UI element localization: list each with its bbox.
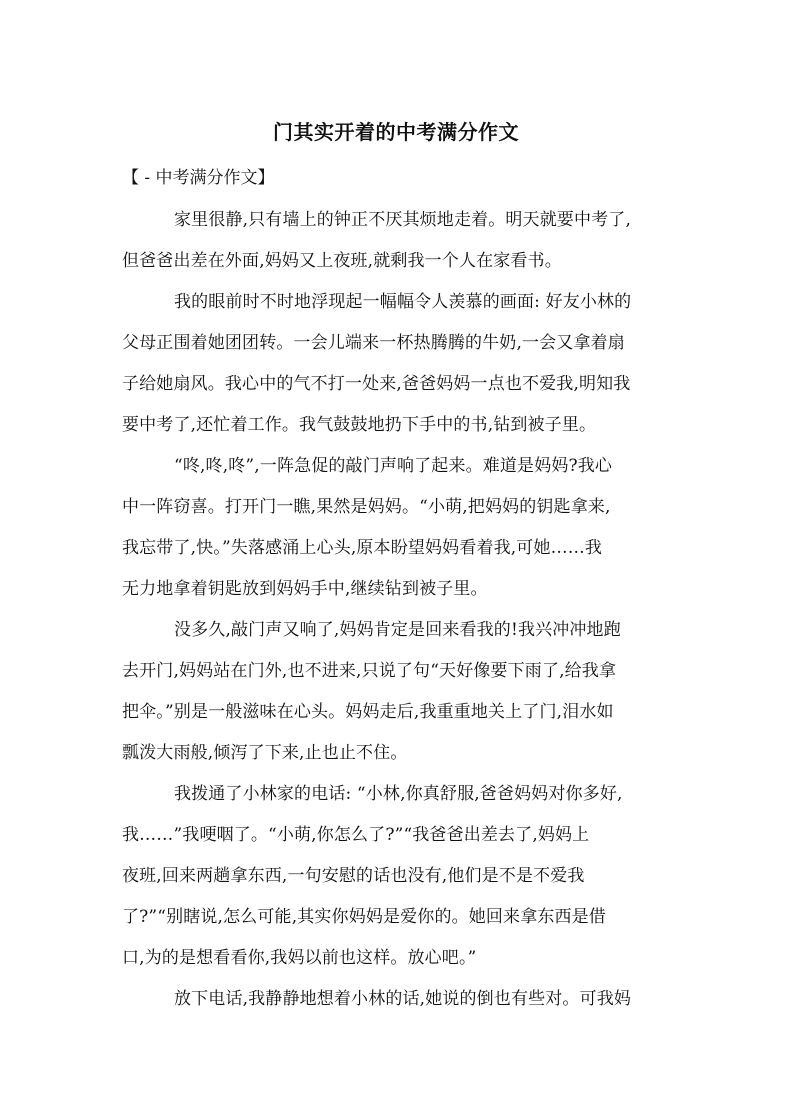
text-line: 无力地拿着钥匙放到妈妈手中,继续钻到被子里。 xyxy=(122,579,488,599)
text-line: 中一阵窃喜。打开门一瞧,果然是妈妈。“小萌,把妈妈的钥匙拿来, xyxy=(122,497,611,517)
document-title: 门其实开着的中考满分作文 xyxy=(273,120,519,144)
text-line: “咚,咚,咚”,一阵急促的敲门声响了起来。难道是妈妈?我心 xyxy=(174,456,613,476)
text-line: 父母正围着她团团转。一会儿端来一杯热腾腾的牛奶,一会又拿着扇 xyxy=(122,333,625,353)
text-line: 没多久,敲门声又响了,妈妈肯定是回来看我的!我兴冲冲地跑 xyxy=(174,620,621,640)
text-line: 把伞。”别是一般滋味在心头。妈妈走后,我重重地关上了门,泪水如 xyxy=(122,702,614,722)
text-line: 夜班,回来两趟拿东西,一句安慰的话也没有,他们是不是不爱我 xyxy=(122,866,585,886)
text-line: 但爸爸出差在外面,妈妈又上夜班,就剩我一个人在家看书。 xyxy=(122,251,562,271)
text-line: 我的眼前时不时地浮现起一幅幅令人羡慕的画面: 好友小林的 xyxy=(174,292,632,312)
text-line: 我忘带了,快。”失落感涌上心头,原本盼望妈妈看着我,可她……我 xyxy=(122,538,603,558)
text-line: 我拨通了小林家的电话: “小林,你真舒服,爸爸妈妈对你多好, xyxy=(174,784,623,804)
category-label: 【 - 中考满分作文】 xyxy=(122,168,275,188)
text-line: 去开门,妈妈站在门外,也不进来,只说了句“天好像要下雨了,给我拿 xyxy=(122,661,617,681)
text-line: 我……”我哽咽了。“小萌,你怎么了?”“我爸爸出差去了,妈妈上 xyxy=(122,825,590,845)
text-line: 瓢泼大雨般,倾泻了下来,止也止不住。 xyxy=(122,743,408,763)
text-line: 家里很静,只有墙上的钟正不厌其烦地走着。明天就要中考了, xyxy=(174,210,632,230)
text-line: 了?”“别瞎说,怎么可能,其实你妈妈是爱你的。她回来拿东西是借 xyxy=(122,907,606,927)
text-line: 要中考了,还忙着工作。我气鼓鼓地扔下手中的书,钻到被子里。 xyxy=(122,415,597,435)
text-line: 放下电话,我静静地想着小林的话,她说的倒也有些对。可我妈 xyxy=(174,989,632,1009)
text-line: 口,为的是想看看你,我妈以前也这样。放心吧。” xyxy=(122,948,477,968)
text-line: 子给她扇风。我心中的气不打一处来,爸爸妈妈一点也不爱我,明知我 xyxy=(122,374,631,394)
essay-body xyxy=(122,202,674,1022)
